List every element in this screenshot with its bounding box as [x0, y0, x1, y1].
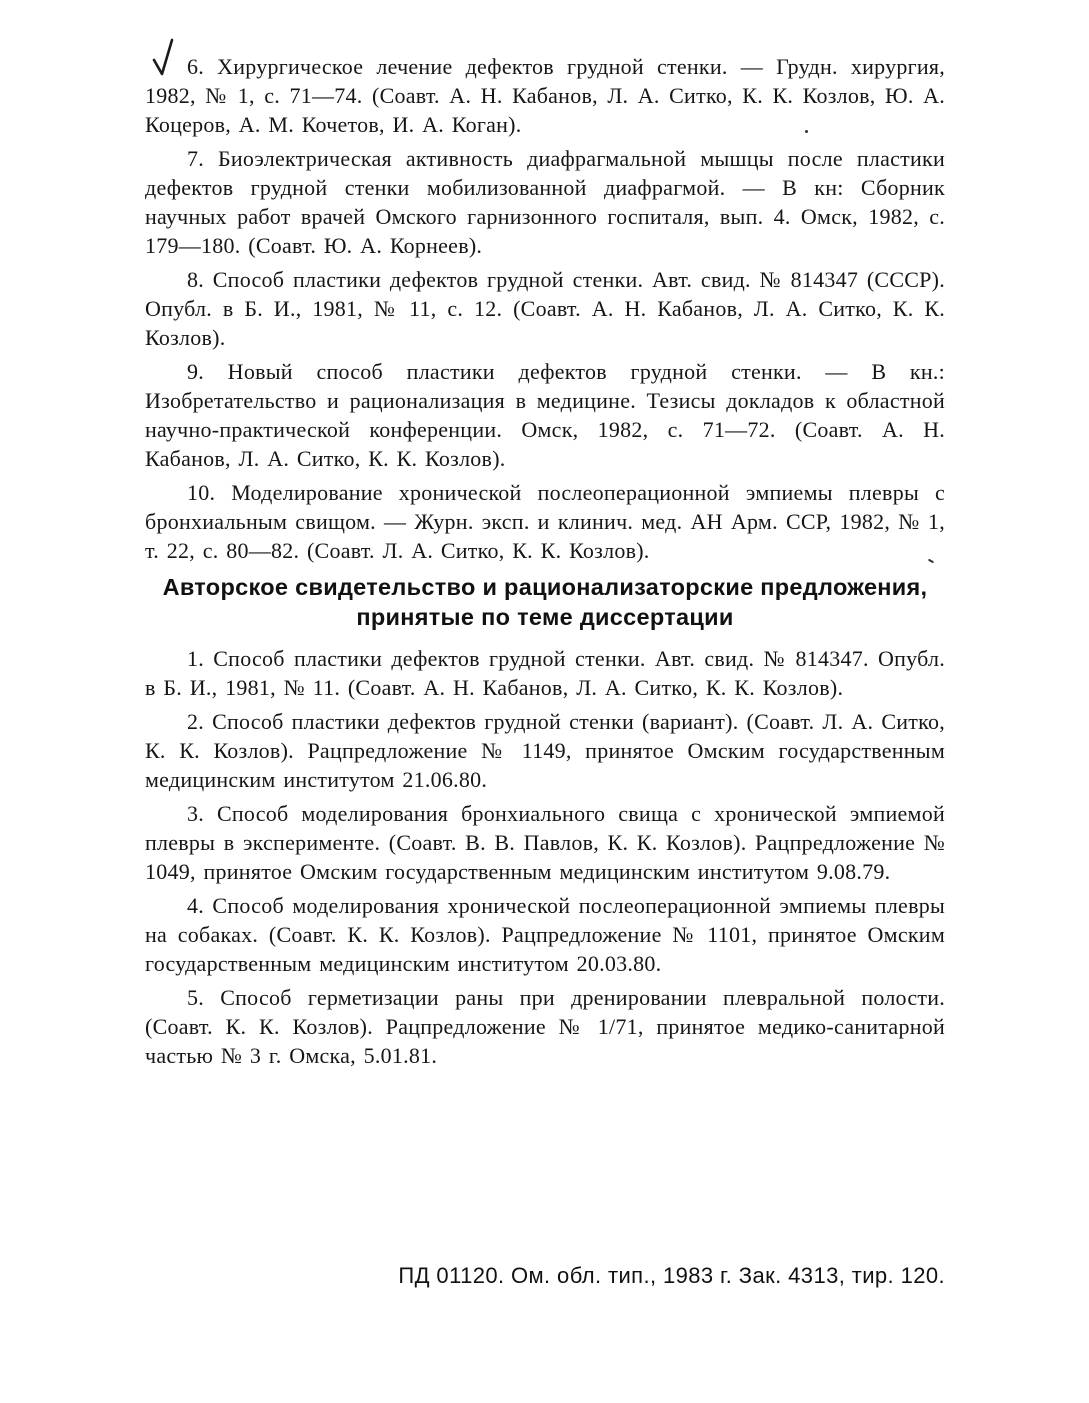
- print-imprint: ПД 01120. Ом. обл. тип., 1983 г. Зак. 4313, тир. 120.: [398, 1263, 945, 1288]
- publication-list: [145, 52, 945, 565]
- patent-item: 1. Способ пластики дефектов грудной стенки. Авт. свид. № 814347. Опубл. в Б. И., 1981, № 11. (Соавт. А. Н. Кабанов, Л. А. Ситко, К. К. Козлов).: [145, 646, 945, 700]
- stray-mark: [805, 130, 808, 133]
- publication-item: 7. Биоэлектрическая активность диафрагмальной мышцы после пластики дефектов грудной стенки мобилизованной диафрагмой. — В кн: Сборник научных работ врачей Омского гарнизонного госпиталя, вып. 4. Омск, 1982, с. 179—180. (Соавт. Ю. А. Корнеев).: [145, 146, 945, 258]
- publication-item: 8. Способ пластики дефектов грудной стенки. Авт. свид. № 814347 (СССР). Опубл. в Б. И., 1981, № 11, с. 12. (Соавт. А. Н. Кабанов, Л. А. Ситко, К. К. Козлов).: [145, 267, 945, 350]
- publication-item: 10. Моделирование хронической послеоперационной эмпиемы плевры с бронхиальным свищом. — Журн. эксп. и клинич. мед. АН Арм. ССР, 1982, № 1, т. 22, с. 80—82. (Соавт. Л. А. Ситко, К. К. Козлов).: [145, 480, 945, 563]
- publication-item: 6. Хирургическое лечение дефектов грудной стенки. — Грудн. хирургия, 1982, № 1, с. 71—74. (Соавт. А. Н. Кабанов, Л. А. Ситко, К. К. Козлов, Ю. А. Коцеров, А. М. Кочетов, И. А. Коган).: [145, 54, 945, 137]
- patent-item: 3. Способ моделирования бронхиального свища с хронической эмпиемой плевры в эксперименте. (Соавт. В. В. Павлов, К. К. Козлов). Рацпредложение № 1049, принятое Омским государственным медицинским институтом 9.08.79.: [145, 801, 945, 884]
- section-heading: Авторское свидетельство и рационализаторские предложения, принятые по теме диссертации: [162, 574, 928, 630]
- patent-item: 4. Способ моделирования хронической послеоперационной эмпиемы плевры на собаках. (Соавт. К. К. Козлов). Рацпредложение № 1101, принятое Омским государственным медицинским институтом 20.03.80.: [145, 893, 945, 976]
- patent-item: 5. Способ герметизации раны при дренировании плевральной полости. (Соавт. К. К. Козлов). Рацпредложение № 1/71, принятое медико-санитарной частью № 3 г. Омска, 5.01.81.: [145, 985, 945, 1068]
- patent-list: [145, 644, 945, 1070]
- publication-item: 9. Новый способ пластики дефектов грудной стенки. — В кн.: Изобретательство и рационализация в медицине. Тезисы докладов к областной научно-практической конференции. Омск, 1982, с. 71—72. (Соавт. А. Н. Кабанов, Л. А. Ситко, К. К. Козлов).: [145, 359, 945, 471]
- patent-item: 2. Способ пластики дефектов грудной стенки (вариант). (Соавт. Л. А. Ситко, К. К. Козлов). Рацпредложение № 1149, принятое Омским государственным медицинским институтом 21.06.80.: [145, 709, 945, 792]
